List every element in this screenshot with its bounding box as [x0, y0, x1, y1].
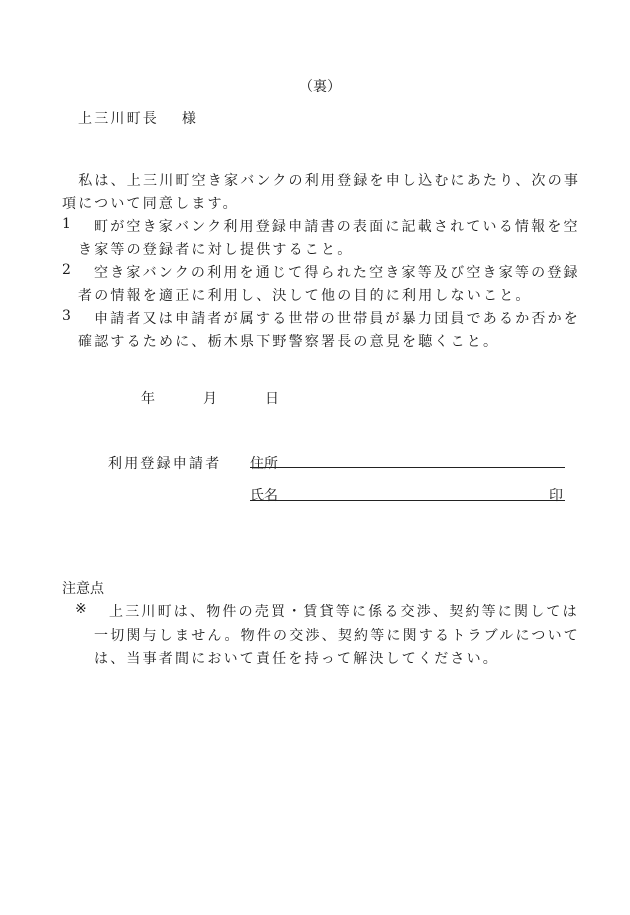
- address-field-line: [250, 466, 565, 468]
- consent-item-text: 町が空き家バンク利用登録申請書の表面に記載されている情報を空: [94, 219, 580, 235]
- notes-heading: 注意点: [62, 581, 104, 597]
- name-field-line: [250, 499, 565, 501]
- consent-item-text: 申請者又は申請者が属する世帯の世帯員が暴力団員であるか否かを: [94, 311, 580, 327]
- consent-item-text: 空き家バンクの利用を通じて得られた空き家等及び空き家等の登録: [94, 265, 580, 281]
- consent-item-number: 3: [62, 308, 71, 324]
- date-month-label: 月: [203, 391, 217, 407]
- consent-intro-line-2: 項について同意します。: [62, 196, 239, 212]
- address-label: 住所: [250, 456, 278, 472]
- addressee: 上三川町長 様: [78, 111, 199, 127]
- notes-line-1: 上三川町は、物件の売買・賃貸等に係る交渉、契約等に関しては: [109, 604, 579, 620]
- page-side-label: （裏）: [299, 79, 341, 95]
- seal-mark: 印: [549, 488, 563, 504]
- date-day-label: 日: [265, 391, 279, 407]
- date-year-label: 年: [141, 391, 155, 407]
- consent-intro-line-1: 私は、上三川町空き家バンクの利用登録を申し込むにあたり、次の事: [62, 173, 581, 189]
- consent-item-number: 1: [62, 216, 71, 232]
- notes-line-2: 一切関与しません。物件の交渉、契約等に関するトラブルについて: [94, 628, 580, 644]
- applicant-label: 利用登録申請者: [108, 456, 222, 472]
- name-label: 氏名: [250, 488, 278, 504]
- notes-line-3: は、当事者間において責任を持って解決してください。: [94, 651, 499, 667]
- notes-mark: ※: [75, 601, 87, 617]
- consent-item-text: 確認するために、栃木県下野警察署長の意見を聴くこと。: [78, 334, 500, 350]
- consent-item-number: 2: [62, 262, 71, 278]
- consent-item-text: き家等の登録者に対し提供すること。: [78, 242, 354, 258]
- consent-item-text: 者の情報を適正に利用し、決して他の目的に利用しないこと。: [78, 288, 532, 304]
